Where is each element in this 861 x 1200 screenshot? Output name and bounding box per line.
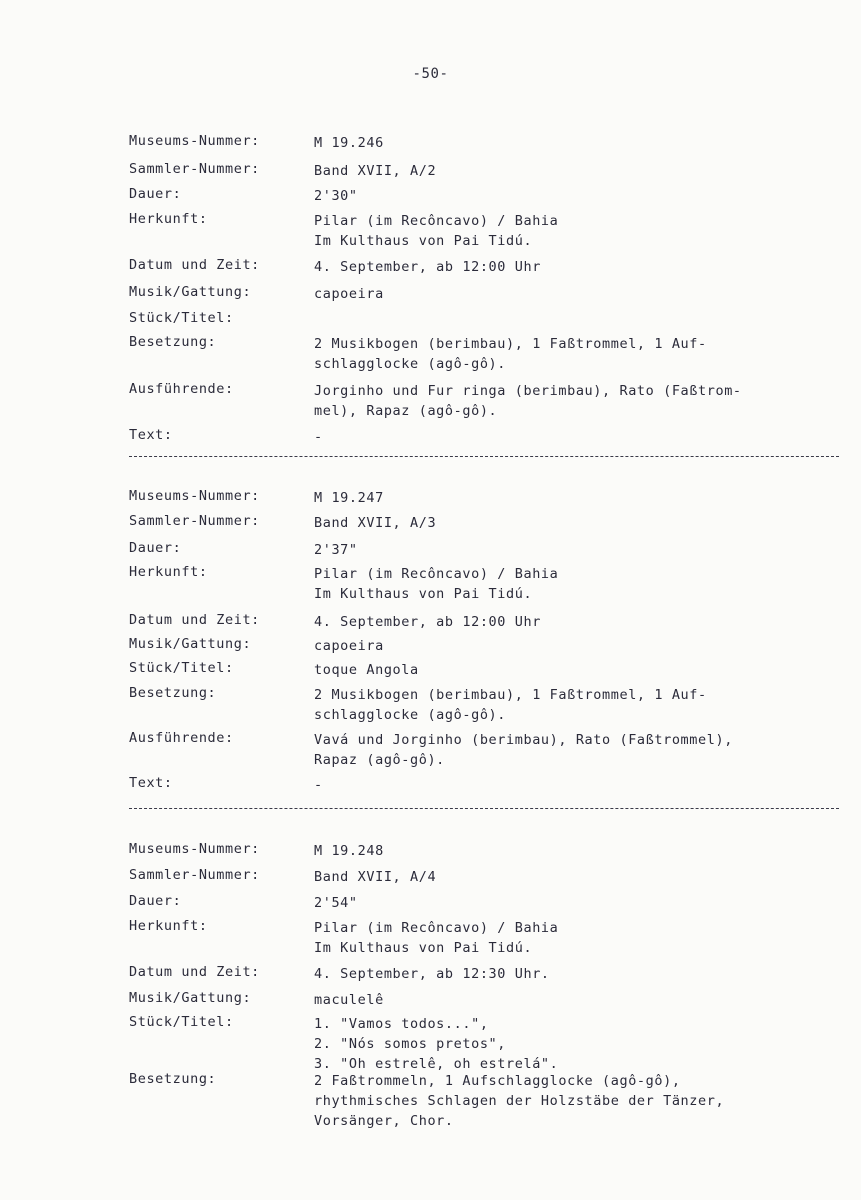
instruments-line: schlagglocke (agô-gô). (314, 356, 507, 372)
duration-label: Dauer: (129, 540, 182, 556)
instruments-label: Besetzung: (129, 334, 217, 350)
duration-label: Dauer: (129, 893, 182, 909)
text-label: Text: (129, 427, 173, 443)
date-time-label: Datum und Zeit: (129, 257, 260, 273)
duration-value: 2'54" (314, 895, 358, 911)
genre-value: capoeira (314, 638, 384, 654)
origin-line: Pilar (im Recôncavo) / Bahia (314, 566, 559, 582)
origin-value (314, 564, 834, 604)
genre-value: capoeira (314, 286, 384, 302)
duration-value: 2'37" (314, 542, 358, 558)
museum-number-value: M 19.246 (314, 135, 384, 151)
entry-separator (129, 456, 839, 457)
instruments-line: Vorsänger, Chor. (314, 1113, 454, 1129)
date-time-label: Datum und Zeit: (129, 964, 260, 980)
performers-line: Vavá und Jorginho (berimbau), Rato (Faßtrommel), (314, 732, 733, 748)
performers-value (314, 730, 834, 770)
collector-number-label: Sammler-Nummer: (129, 867, 260, 883)
instruments-line: 2 Faßtrommeln, 1 Aufschlagglocke (agô-gô), (314, 1073, 681, 1089)
piece-value (314, 1014, 834, 1074)
performers-line: Rapaz (agô-gô). (314, 752, 445, 768)
page-number: -50- (412, 66, 449, 82)
instruments-line: 2 Musikbogen (berimbau), 1 Faßtrommel, 1 Auf- (314, 336, 707, 352)
date-time-value: 4. September, ab 12:00 Uhr (314, 614, 541, 630)
performers-label: Ausführende: (129, 381, 234, 397)
piece-line: 3. "Oh estrelê, oh estrelá". (314, 1056, 559, 1072)
instruments-label: Besetzung: (129, 685, 217, 701)
date-time-value: 4. September, ab 12:30 Uhr. (314, 966, 550, 982)
collector-number-value: Band XVII, A/2 (314, 163, 437, 179)
performers-value (314, 381, 834, 421)
museum-number-label: Museums-Nummer: (129, 133, 260, 149)
origin-line: Im Kulthaus von Pai Tidú. (314, 586, 533, 602)
museum-number-value: M 19.247 (314, 490, 384, 506)
text-value: - (314, 429, 323, 445)
origin-line: Im Kulthaus von Pai Tidú. (314, 940, 533, 956)
genre-value: maculelê (314, 992, 384, 1008)
origin-label: Herkunft: (129, 564, 208, 580)
origin-line: Pilar (im Recôncavo) / Bahia (314, 920, 559, 936)
piece-line: 1. "Vamos todos...", (314, 1016, 489, 1032)
collector-number-value: Band XVII, A/4 (314, 869, 437, 885)
text-label: Text: (129, 775, 173, 791)
genre-label: Musik/Gattung: (129, 990, 252, 1006)
collector-number-label: Sammler-Nummer: (129, 161, 260, 177)
instruments-line: schlagglocke (agô-gô). (314, 707, 507, 723)
duration-value: 2'30" (314, 188, 358, 204)
origin-value (314, 918, 834, 958)
performers-label: Ausführende: (129, 730, 234, 746)
instruments-line: rhythmisches Schlagen der Holzstäbe der Tänzer, (314, 1093, 725, 1109)
instruments-label: Besetzung: (129, 1071, 217, 1087)
piece-label: Stück/Titel: (129, 310, 234, 326)
origin-line: Im Kulthaus von Pai Tidú. (314, 233, 533, 249)
date-time-label: Datum und Zeit: (129, 612, 260, 628)
instruments-value (314, 1071, 834, 1131)
genre-label: Musik/Gattung: (129, 636, 252, 652)
instruments-value (314, 685, 834, 725)
collector-number-label: Sammler-Nummer: (129, 513, 260, 529)
instruments-value (314, 334, 834, 374)
performers-line: mel), Rapaz (agô-gô). (314, 403, 498, 419)
text-value: - (314, 777, 323, 793)
origin-label: Herkunft: (129, 918, 208, 934)
entry-separator (129, 808, 839, 809)
performers-line: Jorginho und Fur ringa (berimbau), Rato (Faßtrom- (314, 383, 742, 399)
piece-line: 2. "Nós somos pretos", (314, 1036, 507, 1052)
origin-label: Herkunft: (129, 211, 208, 227)
origin-line: Pilar (im Recôncavo) / Bahia (314, 213, 559, 229)
piece-label: Stück/Titel: (129, 1014, 234, 1030)
museum-number-label: Museums-Nummer: (129, 841, 260, 857)
date-time-value: 4. September, ab 12:00 Uhr (314, 259, 541, 275)
collector-number-value: Band XVII, A/3 (314, 515, 437, 531)
piece-label: Stück/Titel: (129, 660, 234, 676)
genre-label: Musik/Gattung: (129, 284, 252, 300)
museum-number-label: Museums-Nummer: (129, 488, 260, 504)
museum-number-value: M 19.248 (314, 843, 384, 859)
instruments-line: 2 Musikbogen (berimbau), 1 Faßtrommel, 1 Auf- (314, 687, 707, 703)
duration-label: Dauer: (129, 186, 182, 202)
origin-value (314, 211, 834, 251)
piece-value: toque Angola (314, 662, 419, 678)
